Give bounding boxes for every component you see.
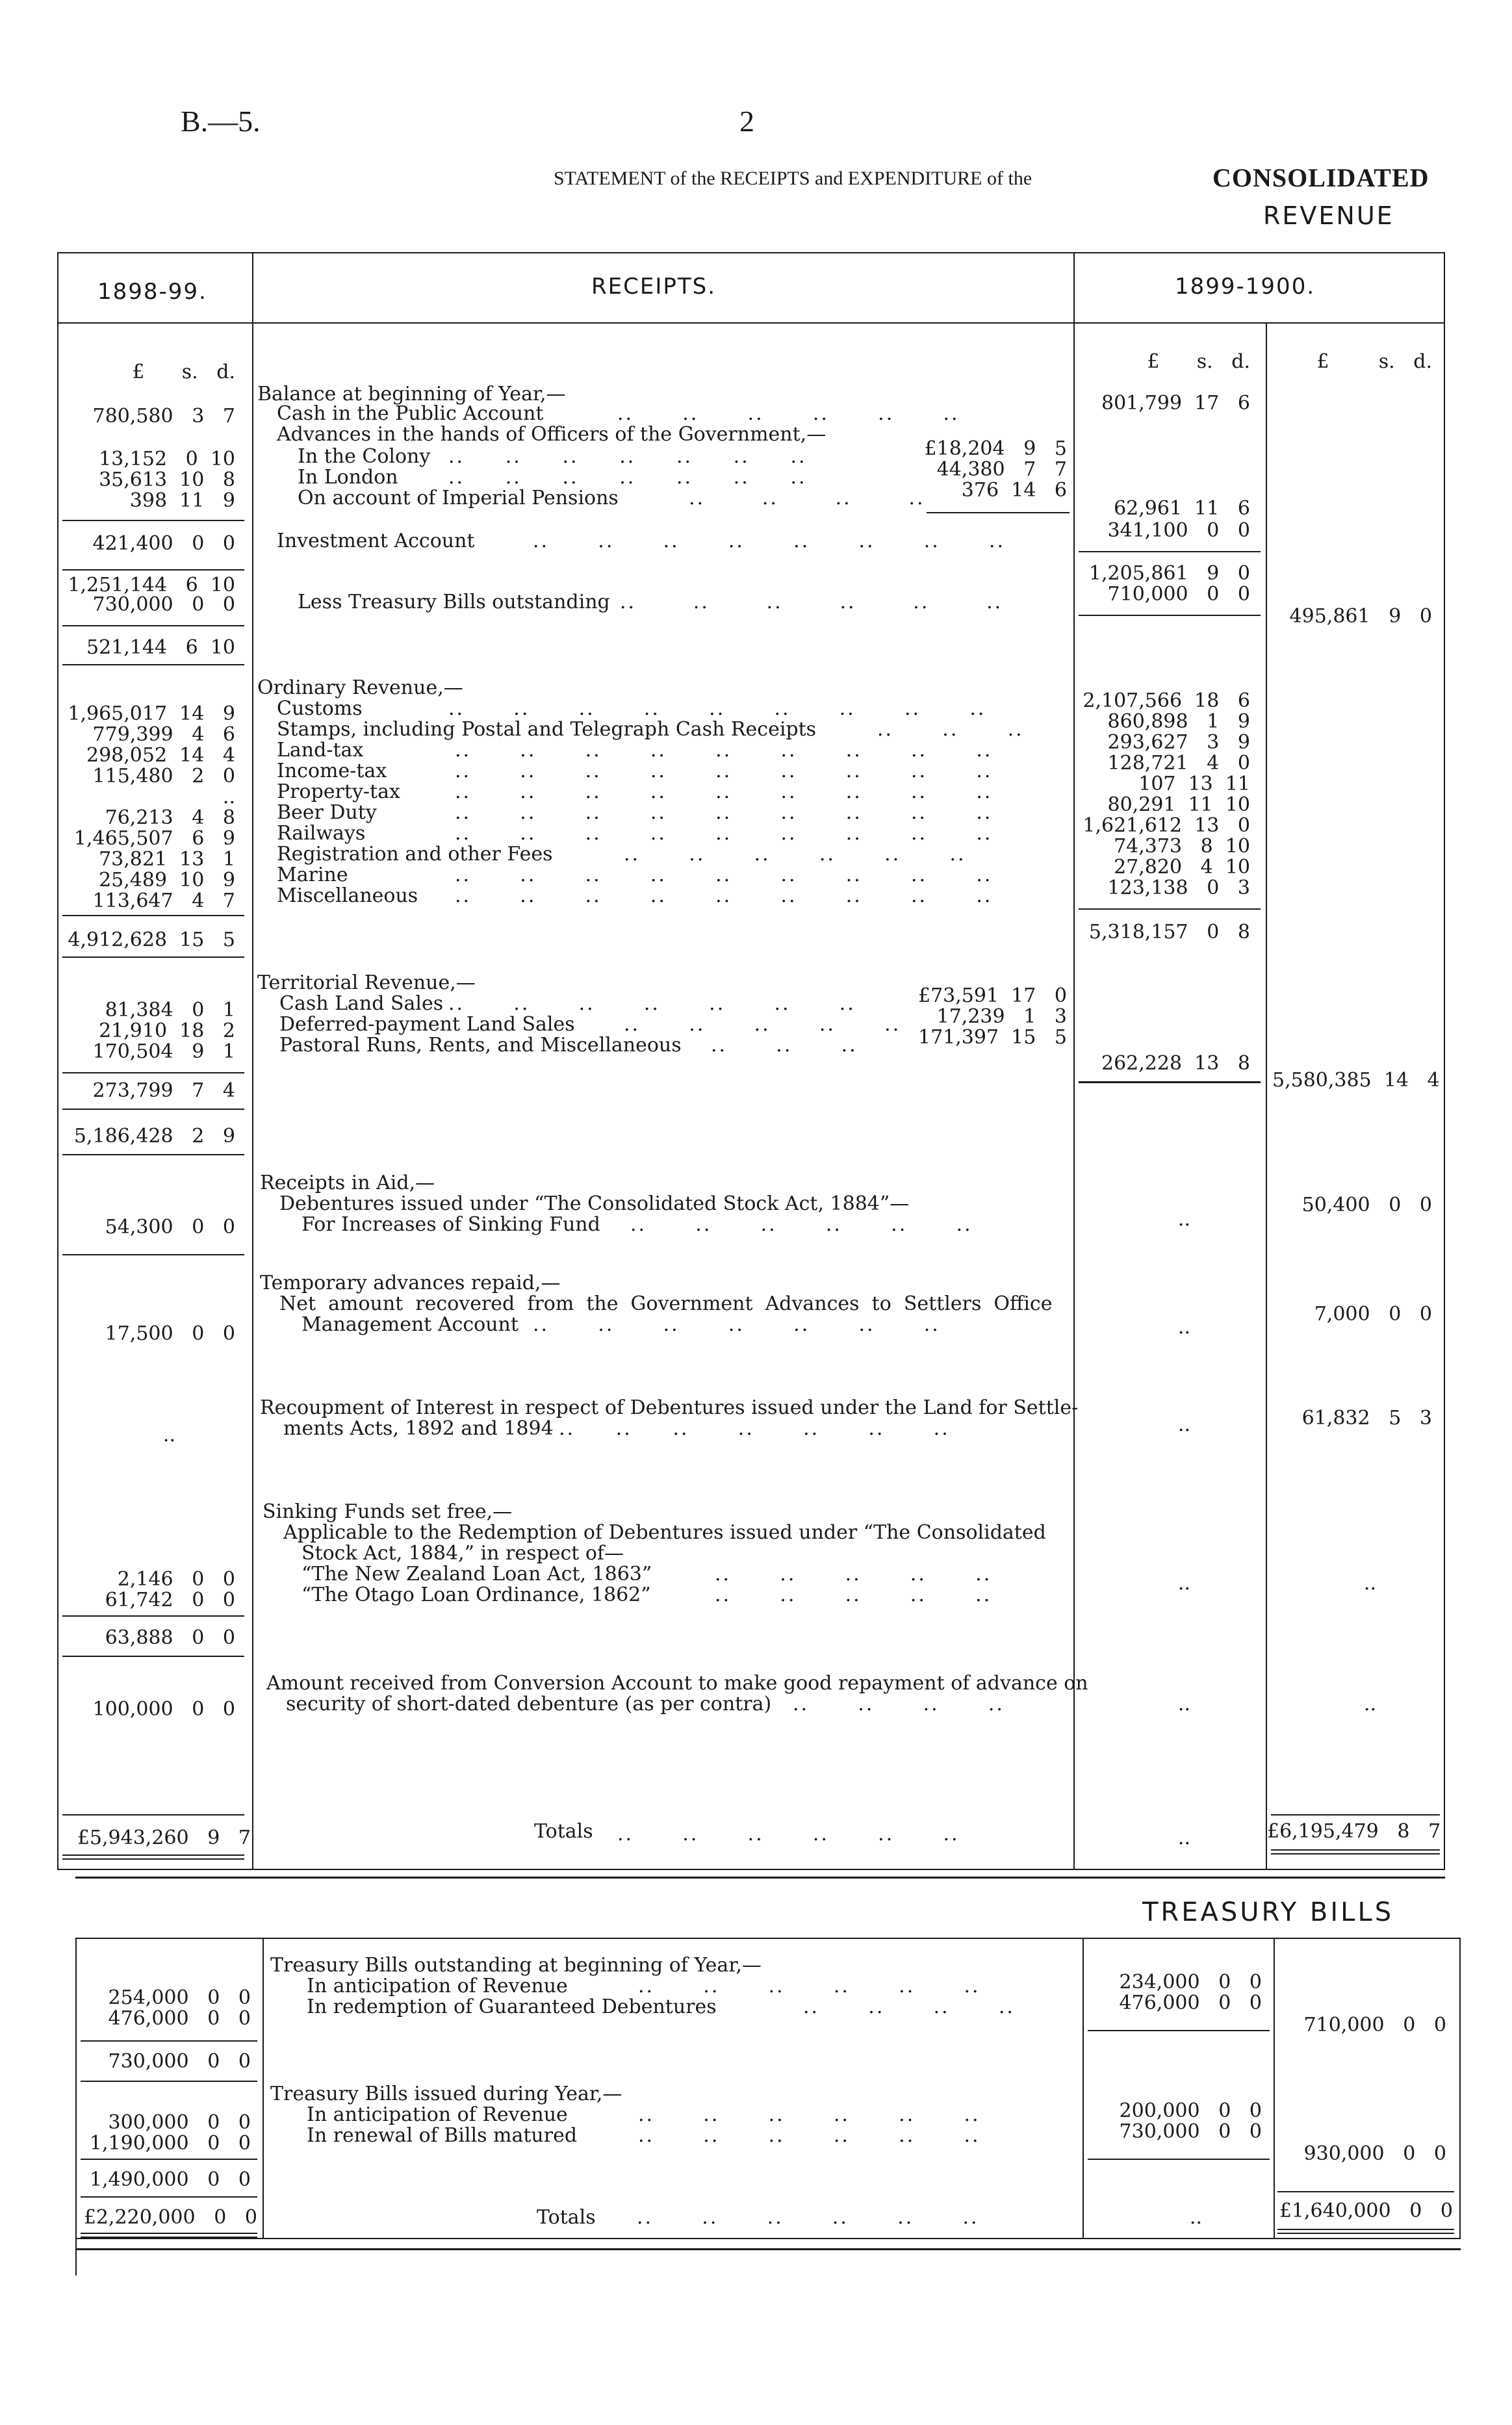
list-item: Stamps, including Postal and Telegraph Cash Receipts <box>277 718 817 741</box>
cash-prev: 780,580 3 7 <box>92 405 235 428</box>
leader-dots: .. .. .. .. .. .. .. .. .. <box>455 864 993 886</box>
aid-curr: .. <box>1177 1208 1190 1231</box>
leader-dots: .. .. .. .. .. .. .. <box>448 992 856 1015</box>
pensions-prev: 398 11 9 <box>129 489 235 512</box>
tb-iss-ant-label: In anticipation of Revenue <box>307 2103 568 2126</box>
tb-out-total-prev: 730,000 0 0 <box>108 2050 251 2073</box>
ordinary-total-prev: 4,912,628 15 5 <box>68 929 235 951</box>
leader-dots: .. .. .. .. .. .. <box>638 1975 980 1997</box>
tbills-outstanding-prev: 730,000 0 0 <box>92 593 235 616</box>
list-item: Customs <box>277 697 363 720</box>
sinking-curr: .. <box>1177 1572 1190 1595</box>
sinking-item2-prev: 61,742 0 0 <box>105 1589 235 1611</box>
totals-total: £6,195,479 8 7 <box>1267 1820 1441 1843</box>
tb-red-curr: 476,000 0 0 <box>1119 1992 1262 2014</box>
recoup-line1: Recoupment of Interest in respect of Debentures issued under the Land for Settle- <box>260 1396 1079 1419</box>
ordinary-grand-total: 5,580,385 14 4 <box>1272 1069 1440 1092</box>
recoup-prev: .. <box>162 1424 175 1446</box>
sinking-total: .. <box>1363 1572 1376 1595</box>
aid-line2: For Increases of Sinking Fund <box>301 1213 600 1236</box>
list-item: Marine <box>277 864 348 886</box>
recoup-curr: .. <box>1177 1413 1190 1436</box>
advances-curr: 62,961 11 6 <box>1114 497 1250 520</box>
territorial-total-curr: 262,228 13 8 <box>1101 1052 1250 1075</box>
temp-line1: Net amount recovered from the Government Advances to Settlers Office <box>279 1292 1053 1315</box>
tb-ant-curr: 234,000 0 0 <box>1119 1971 1262 1994</box>
conversion-prev: 100,000 0 0 <box>92 1698 235 1721</box>
colony-sub: £18,204 9 5 <box>924 437 1067 460</box>
pensions-label: On account of Imperial Pensions <box>298 487 619 509</box>
conversion-line2: security of short-dated debenture (as per contra) <box>286 1693 772 1715</box>
conversion-total: .. <box>1363 1693 1376 1715</box>
tb-totals-label: Totals <box>537 2206 596 2229</box>
list-item: Deferred-payment Land Sales <box>279 1013 575 1036</box>
leader-dots: .. .. .. .. .. .. .. .. .. <box>455 801 993 824</box>
tb-out-total: 710,000 0 0 <box>1303 2014 1446 2036</box>
list-item-curr: 860,898 1 9 <box>1107 710 1250 733</box>
list-item-prev: 81,384 0 1 <box>105 999 235 1021</box>
list-item: Miscellaneous <box>277 884 418 907</box>
list-item-prev: 298,052 14 4 <box>86 744 235 767</box>
balance-sum-curr: 1,205,861 9 0 <box>1088 562 1250 585</box>
list-item: Income-tax <box>277 760 387 782</box>
list-item: Property-tax <box>277 780 400 803</box>
list-item-prev: .. <box>222 786 235 808</box>
temp-heading: Temporary advances repaid,— <box>260 1272 561 1294</box>
document-reference: B.—5. <box>181 105 261 138</box>
list-item: Railways <box>277 822 366 845</box>
tb-iss-total: 930,000 0 0 <box>1303 2142 1446 2165</box>
leader-dots: .. .. .. .. .. <box>715 1584 992 1606</box>
tb-issued-heading: Treasury Bills issued during Year,— <box>270 2083 622 2105</box>
cash-label: Cash in the Public Account <box>277 402 544 425</box>
revenue-grand-prev: 5,186,428 2 9 <box>73 1125 235 1148</box>
leader-dots: .. .. .. .. <box>803 1995 1015 2018</box>
cash-curr: 801,799 17 6 <box>1101 392 1250 415</box>
pensions-sub: 376 14 6 <box>961 479 1067 502</box>
tb-red-label: In redemption of Guaranteed Debentures <box>307 1995 717 2018</box>
leader-dots: .. .. .. .. .. .. .. .. .. <box>455 822 993 845</box>
list-item-prev: 115,480 2 0 <box>92 765 235 788</box>
statement-title-bold: CONSOLIDATED <box>1212 163 1429 192</box>
leader-dots: .. .. .. .. .. .. <box>637 2206 979 2229</box>
leader-dots: .. .. .. .. .. .. <box>638 2124 980 2147</box>
list-item-sub: 17,239 1 3 <box>936 1005 1067 1028</box>
leader-dots: .. .. .. .. .. .. <box>638 2103 980 2126</box>
list-item: Pastoral Runs, Rents, and Miscellaneous <box>279 1034 682 1057</box>
leader-dots: .. .. .. .. <box>689 487 925 509</box>
investment-curr: 341,100 0 0 <box>1107 519 1250 542</box>
sinking-line1: Applicable to the Redemption of Debentures issued under “The Consolidated <box>283 1521 1046 1544</box>
conversion-curr: .. <box>1177 1693 1190 1715</box>
tb-renew-curr: 730,000 0 0 <box>1119 2120 1262 2143</box>
recoup-total: 61,832 5 3 <box>1301 1407 1432 1430</box>
list-item-prev: 73,821 13 1 <box>99 848 235 871</box>
sinking-item1-prev: 2,146 0 0 <box>117 1568 235 1591</box>
list-item-prev: 170,504 9 1 <box>92 1040 235 1063</box>
temp-total: 7,000 0 0 <box>1314 1303 1432 1326</box>
list-item: Land-tax <box>277 739 364 762</box>
leader-dots: .. .. .. <box>711 1034 858 1057</box>
statement-title: STATEMENT of the RECEIPTS and EXPENDITURE of the <box>554 168 1032 189</box>
column-header-receipts: RECEIPTS. <box>591 274 717 300</box>
list-item-curr: 27,820 4 10 <box>1114 856 1250 879</box>
leader-dots: .. .. .. .. .. <box>715 1563 992 1585</box>
temp-prev: 17,500 0 0 <box>105 1322 235 1345</box>
ordinary-total-curr: 5,318,157 0 8 <box>1088 921 1250 943</box>
sinking-total-prev: 63,888 0 0 <box>105 1626 235 1649</box>
tb-ant-prev: 254,000 0 0 <box>108 1986 251 2009</box>
tb-ant-label: In anticipation of Revenue <box>307 1975 568 1997</box>
list-item-curr: 74,373 8 10 <box>1114 835 1250 858</box>
leader-dots: .. .. .. .. .. .. <box>630 1213 973 1236</box>
balance-net-prev: 521,144 6 10 <box>86 636 235 659</box>
colony-prev: 13,152 0 10 <box>99 448 235 470</box>
column-header-1899-1900: 1899-1900. <box>1175 274 1316 300</box>
list-item-prev: 21,910 18 2 <box>99 1020 235 1042</box>
list-item: Beer Duty <box>277 801 377 824</box>
page-number: 2 <box>739 105 754 138</box>
tb-totals-total: £1,640,000 0 0 <box>1279 2200 1453 2222</box>
leader-dots: .. .. .. .. .. .. .. <box>559 1417 950 1440</box>
aid-line1: Debentures issued under “The Consolidated Stock Act, 1884”— <box>279 1192 910 1215</box>
list-item-prev: 1,965,017 14 9 <box>68 702 235 725</box>
tb-renew-label: In renewal of Bills matured <box>307 2124 578 2147</box>
list-item-curr: 80,291 11 10 <box>1107 793 1250 816</box>
temp-curr: .. <box>1177 1316 1190 1339</box>
list-item-prev: 779,399 4 6 <box>92 723 235 746</box>
list-item-curr: 293,627 3 9 <box>1107 731 1250 754</box>
balance-heading: Balance at beginning of Year,— <box>257 383 566 405</box>
list-item: Registration and other Fees <box>277 843 553 866</box>
column-header-1898-99: 1898-99. <box>97 279 207 305</box>
leader-dots: .. .. .. .. .. .. <box>624 843 966 866</box>
colony-label: In the Colony <box>298 445 431 468</box>
tb-totals-curr: .. <box>1189 2206 1202 2229</box>
tbills-outstanding-label: Less Treasury Bills outstanding <box>298 591 610 613</box>
leader-dots: .. .. .. .. .. .. .. .. .. <box>448 697 986 720</box>
leader-dots: .. .. .. .. .. .. .. .. <box>533 530 1006 552</box>
totals-label: Totals <box>534 1820 593 1843</box>
list-item-prev: 1,465,507 6 9 <box>73 827 235 850</box>
tbills-outstanding-curr: 710,000 0 0 <box>1107 583 1250 606</box>
territorial-heading: Territorial Revenue,— <box>257 971 476 994</box>
totals-prev: £5,943,260 9 7 <box>77 1827 251 1849</box>
leader-dots: .. .. .. .. .. <box>624 1013 901 1036</box>
sinking-item2-label: “The Otago Loan Ordinance, 1862” <box>301 1584 651 1606</box>
aid-heading: Receipts in Aid,— <box>260 1172 435 1194</box>
tb-red-prev: 476,000 0 0 <box>108 2007 251 2030</box>
sinking-item1-label: “The New Zealand Loan Act, 1863” <box>301 1563 652 1585</box>
tb-iss-total-prev: 1,490,000 0 0 <box>89 2168 251 2191</box>
recoup-line2: ments Acts, 1892 and 1894 <box>283 1417 554 1440</box>
leader-dots: .. .. .. <box>877 718 1024 741</box>
temp-line2: Management Account <box>301 1313 519 1336</box>
totals-curr: .. <box>1177 1827 1190 1849</box>
lsd-header-curr: £ s. d. <box>1147 350 1250 373</box>
lsd-header-total: £ s. d. <box>1316 350 1432 373</box>
aid-prev: 54,300 0 0 <box>105 1216 235 1238</box>
leader-dots: .. .. .. .. .. .. .. <box>533 1313 940 1336</box>
list-item: Cash Land Sales <box>279 992 444 1015</box>
leader-dots: .. .. .. .. .. .. <box>617 1823 960 1845</box>
london-label: In London <box>298 466 398 489</box>
leader-dots: .. .. .. .. .. .. .. .. .. <box>455 884 993 907</box>
sinking-heading: Sinking Funds set free,— <box>263 1500 513 1523</box>
conversion-line1: Amount received from Conversion Account to make good repayment of advance on <box>266 1672 1088 1695</box>
list-item-curr: 128,721 4 0 <box>1107 752 1250 775</box>
lsd-header-prev: £ s. d. <box>132 361 235 383</box>
revenue-heading: REVENUE <box>1263 201 1394 230</box>
tb-outstanding-heading: Treasury Bills outstanding at beginning of Year,— <box>270 1954 762 1977</box>
aid-total: 50,400 0 0 <box>1301 1194 1432 1216</box>
list-item-curr: 107 13 11 <box>1138 773 1250 795</box>
london-prev: 35,613 10 8 <box>99 468 235 491</box>
leader-dots: .. .. .. .. .. .. .. <box>448 445 807 468</box>
leader-dots: .. .. .. .. .. .. <box>617 402 960 425</box>
list-item-curr: 123,138 0 3 <box>1107 877 1250 899</box>
investment-label: Investment Account <box>277 530 475 552</box>
advances-label: Advances in the hands of Officers of the Government,— <box>277 423 826 446</box>
leader-dots: .. .. .. .. .. .. .. .. .. <box>455 780 993 803</box>
list-item-curr: 2,107,566 18 6 <box>1083 689 1250 712</box>
sinking-line2: Stock Act, 1884,” in respect of— <box>301 1542 624 1565</box>
balance-sum-prev: 1,251,144 6 10 <box>68 574 235 597</box>
list-item-curr: 1,621,612 13 0 <box>1083 814 1250 837</box>
tb-iss-ant-curr: 200,000 0 0 <box>1119 2099 1262 2122</box>
list-item-sub: 171,397 15 5 <box>918 1026 1067 1049</box>
leader-dots: .. .. .. .. .. .. .. .. .. <box>455 760 993 782</box>
tb-renew-prev: 1,190,000 0 0 <box>89 2132 251 2155</box>
list-item-prev: 25,489 10 9 <box>99 869 235 892</box>
ordinary-heading: Ordinary Revenue,— <box>257 676 463 699</box>
list-item-prev: 76,213 4 8 <box>105 806 235 829</box>
leader-dots: .. .. .. .. .. .. .. <box>448 466 807 489</box>
balance-net-total: 495,861 9 0 <box>1289 605 1432 628</box>
tb-totals-prev: £2,220,000 0 0 <box>83 2206 257 2229</box>
treasury-bills-heading: TREASURY BILLS <box>1142 1897 1394 1927</box>
london-sub: 44,380 7 7 <box>936 458 1067 481</box>
investment-prev: 421,400 0 0 <box>92 532 235 555</box>
leader-dots: .. .. .. .. <box>793 1693 1005 1715</box>
territorial-total-prev: 273,799 7 4 <box>92 1079 235 1102</box>
list-item-sub: £73,591 17 0 <box>918 984 1067 1007</box>
leader-dots: .. .. .. .. .. .. .. .. .. <box>455 739 993 762</box>
leader-dots: .. .. .. .. .. .. <box>620 591 1003 613</box>
tb-iss-ant-prev: 300,000 0 0 <box>108 2111 251 2134</box>
list-item-prev: 113,647 4 7 <box>92 890 235 912</box>
